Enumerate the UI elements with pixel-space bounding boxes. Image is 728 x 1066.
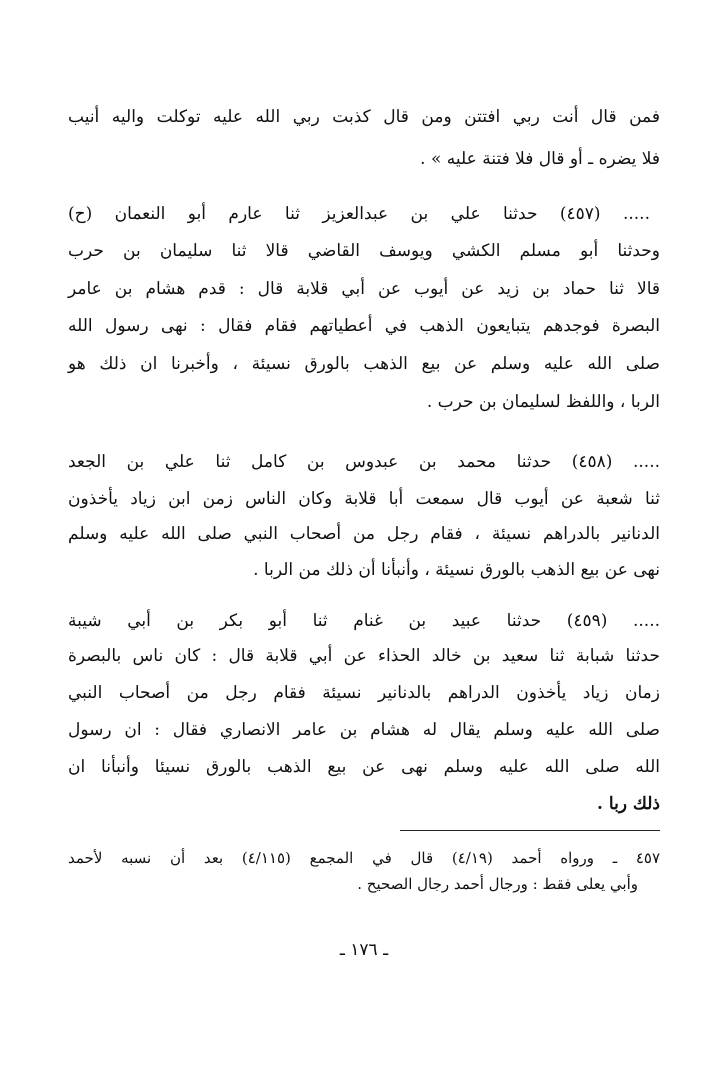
text-line-6: البصرة فوجدهم يتبايعون الذهب في أعطياتهم فقام فقال : نهى رسول الله — [68, 316, 660, 336]
text-line-1: فمن قال أنت ربي افتتن ومن قال كذبت ربي الله عليه توكلت واليه أنيب — [68, 107, 660, 127]
text-line-7: صلى الله عليه وسلم عن بيع الذهب بالورق نسيئة ، وأخبرنا ان ذلك هو — [68, 354, 660, 374]
text-line-11: الدنانير بالدراهم نسيئة ، فقام رجل من أصحاب النبي صلى الله عليه وسلم — [68, 524, 660, 544]
hadith-459-header: ..... (٤٥٩) حدثنا عبيد بن غنام ثنا أبو بكر بن أبي شيبة — [68, 611, 660, 631]
footnote-separator — [400, 830, 660, 831]
text-line-14: حدثنا شبابة ثنا سعيد بن خالد الحذاء عن أبي قلابة قال : كان ناس بالبصرة — [68, 646, 660, 666]
text-line-12: نهى عن بيع الذهب بالورق نسيئة ، وأنبأنا أن ذلك من الربا . — [253, 560, 660, 580]
text-line-16: صلى الله عليه وسلم يقال له هشام بن عامر الانصاري فقال : ان رسول — [68, 720, 660, 740]
text-line-15: زمان زياد يأخذون الدراهم بالدنانير نسيئة فقام رجل من أصحاب النبي — [68, 683, 660, 703]
hadith-457-header: ..... (٤٥٧) حدثنا علي بن عبدالعزيز ثنا عارم أبو النعمان (ح) — [68, 204, 650, 224]
text-line-18: ذلك ربا . — [597, 794, 660, 814]
page-number: ـ ١٧٦ ـ — [339, 940, 389, 960]
text-line-8: الربا ، واللفظ لسليمان بن حرب . — [426, 392, 660, 412]
footnote-line-2: وأبي يعلى فقط : ورجال أحمد رجال الصحيح . — [357, 875, 638, 893]
text-line-2: فلا يضره ـ أو قال فلا فتنة عليه » . — [420, 149, 660, 169]
text-line-10: ثنا شعبة عن أيوب قال سمعت أبا قلابة وكان الناس زمن ابن زياد يأخذون — [68, 489, 660, 509]
text-line-4: وحدثنا أبو مسلم الكشي ويوسف القاضي قالا ثنا سليمان بن حرب — [68, 241, 660, 261]
text-line-5: قالا ثنا حماد بن زيد عن أيوب عن أبي قلابة قال : قدم هشام بن عامر — [68, 279, 660, 299]
footnote-line-1: ٤٥٧ ـ ورواه أحمد (٤/١٩) قال في المجمع (٤/١١٥) بعد أن نسبه لأحمد — [68, 849, 661, 867]
text-line-17: الله صلى الله عليه وسلم نهى عن بيع الذهب بالورق نسيئا وأنبأنا ان — [68, 757, 660, 777]
hadith-458-header: ..... (٤٥٨) حدثنا محمد بن عبدوس بن كامل ثنا علي بن الجعد — [68, 452, 660, 472]
